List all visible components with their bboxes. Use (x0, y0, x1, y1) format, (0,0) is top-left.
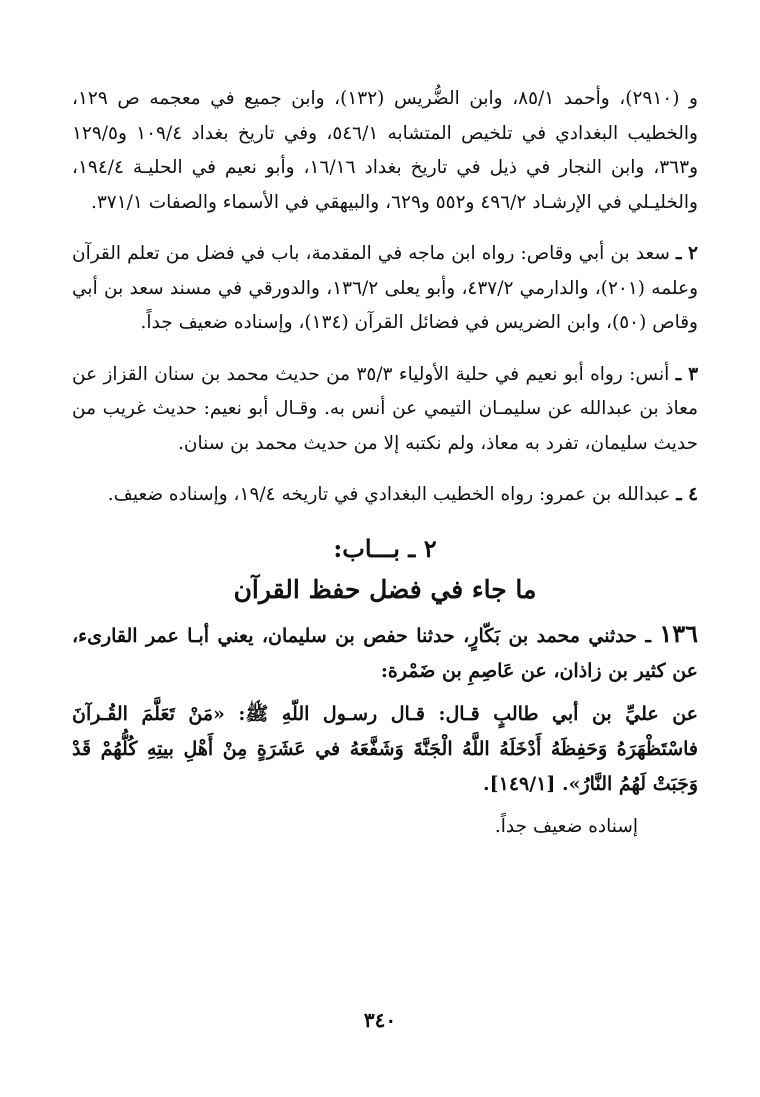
chapter-title: ما جاء في فضل حفظ القرآن (233, 574, 537, 604)
page-body (72, 82, 698, 844)
chapter-number: ٢ ـ بـــاب: (333, 533, 437, 563)
item-text: عبدالله بن عمرو: رواه الخطيب البغدادي في تاريخه ١٩/٤، وإسناده ضعيف. (107, 484, 671, 505)
paragraph-anas (72, 358, 698, 462)
hadith-number: ١٣٦ (659, 618, 698, 648)
item-number: ٢ ـ (675, 243, 698, 264)
hadith-isnad (72, 616, 698, 689)
hadith-grading: إسناده ضعيف جداً. (494, 815, 638, 837)
hadith-isnad-text: ـ حدثني محمد بن بَكّارٍ، حدثنا حفص بن سليمان، يعني أبـا عمر القارىء، عن كثير بن زاذان، عن عَاصِمِ بن ضَمْرة: (72, 624, 698, 682)
hadith-matn: عن عليِّ بن أبي طالبٍ قـال: قـال رسـول اللّهِ ﷺ: «مَنْ تَعَلَّمَ القُـرآنَ فاسْتَظْهَرَهُ وَحَفِظَهُ أَدْخَلَهُ اللَّهُ الْجَنَّةَ وَشَفَّعَهُ في عَشَرَةٍ مِنْ أَهْلِ بيتِهِ كُلُّهُمْ قَدْ وَجَبَتْ لَهُمُ النَّارُ». [١٤٩/١]. (72, 702, 698, 795)
item-text: سعد بن أبي وقاص: رواه ابن ماجه في المقدمة، باب في فضل من تعلم القرآن وعلمه (٢٠١)، والدارمي ٤٣٧/٢، وأبو يعلى ١٣٦/٢، والدورقي في مسند سعد بن أبي وقاص (٥٠)، وابن الضريس في فضائل القرآن (١٣٤)، وإسناده ضعيف جداً. (72, 243, 699, 333)
item-text: أنس: رواه أبو نعيم في حلية الأولياء ٣٥/٣ من حديث محمد بن سنان القزاز عن معاذ بن عبدالله عن سليمـان التيمي عن أنس به. وقـال أبو نعيم: حديث غريب من حديث سليمان، تفرد به معاذ، ولم نكتبه إلا من حديث محمد بن سنان. (72, 363, 698, 454)
item-number: ٤ ـ (676, 484, 698, 505)
item-number: ٣ ـ (675, 363, 698, 385)
paragraph-references-continued: و (٢٩١٠)، وأحمد ٨٥/١، وابن الضُّريس (١٣٢)، وابن جميع في معجمه ص ١٢٩، والخطيب البغدادي في تلخيص المتشابه ٥٤٦/١، وفي تاريخ بغداد ١٠٩/٤ و١٢٩/٥ و٣٦٣، وابن النجار في ذيل في تاريخ بغداد ١٦/١٦، وأبو نعيم في الحليـة ١٩٤/٤، والخليـلي في الإرشـاد ٤٩٦/٢ و٥٥٢ و٦٢٩، والبيهقي في الأسماء والصفات ٣٧١/١. (72, 88, 698, 213)
paragraph-saad (72, 237, 698, 341)
paragraph-abdullah (72, 478, 698, 513)
page-number: ٣٤٠ (363, 1008, 397, 1032)
